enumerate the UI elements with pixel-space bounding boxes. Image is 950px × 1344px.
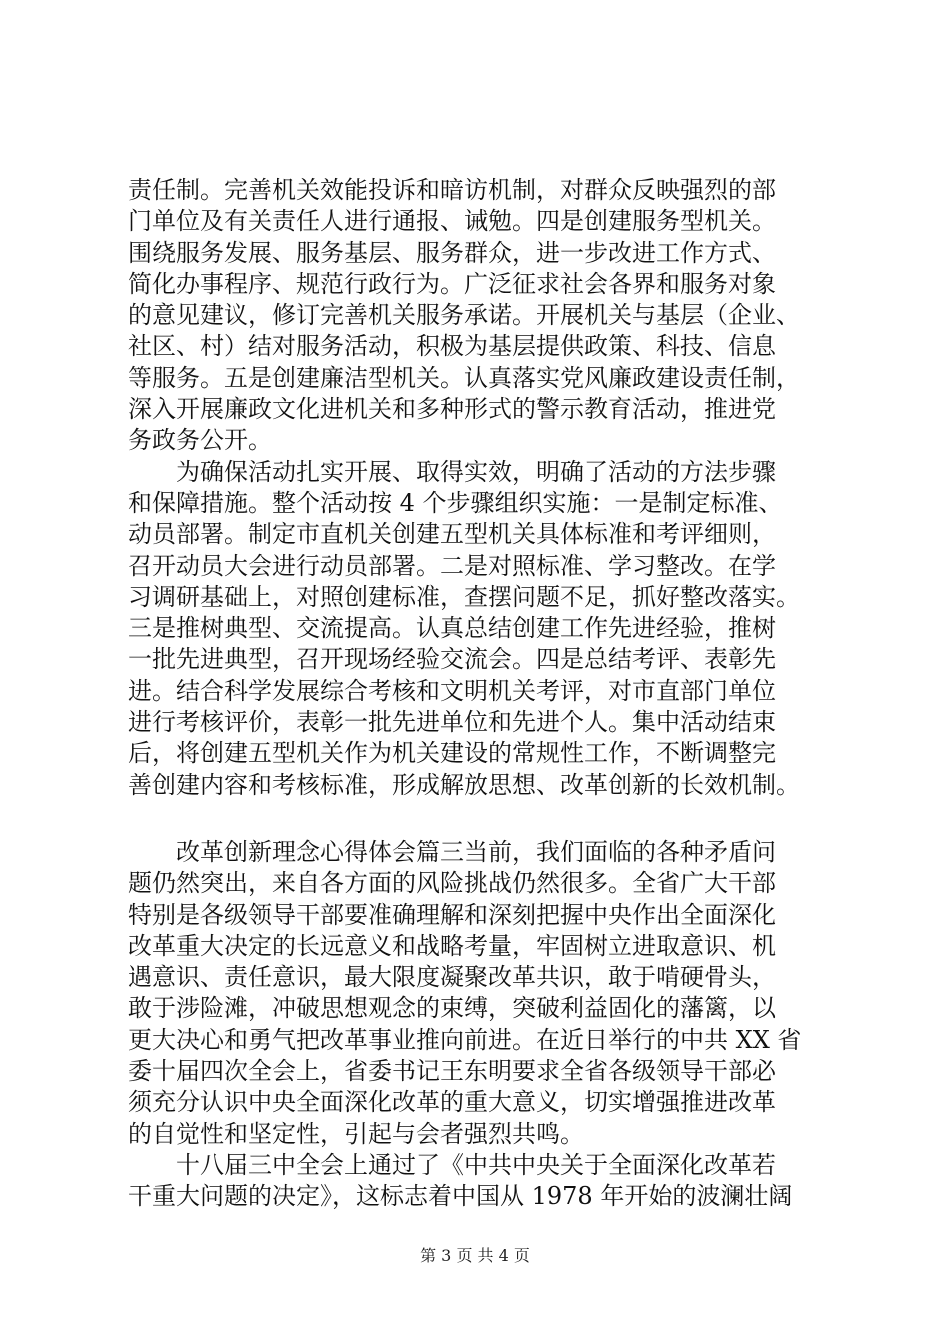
text-line: 遇意识、责任意识，最大限度凝聚改革共识，敢于啃硬骨头， <box>128 963 776 992</box>
text-line: 等服务。五是创建廉洁型机关。认真落实党风廉政建设责任制， <box>128 363 800 392</box>
text-line: 须充分认识中央全面深化改革的重大意义，切实增强推进改革 <box>128 1088 776 1117</box>
text-line: 三是推树典型、交流提高。认真总结创建工作先进经验，推树 <box>128 614 776 643</box>
page-number-footer: 第 3 页 共 4 页 <box>420 1246 530 1265</box>
text-line: 后，将创建五型机关作为机关建设的常规性工作，不断调整完 <box>128 739 776 768</box>
text-line: 善创建内容和考核标准，形成解放思想、改革创新的长效机制。 <box>128 770 800 799</box>
text-line: 改革重大决定的长远意义和战略考量，牢固树立进取意识、机 <box>128 931 776 960</box>
text-line: 召开动员大会进行动员部署。二是对照标准、学习整改。在学 <box>128 551 776 580</box>
text-line: 进行考核评价，表彰一批先进单位和先进个人。集中活动结束 <box>128 708 776 737</box>
text-line: 习调研基础上，对照创建标准，查摆问题不足，抓好整改落实。 <box>128 582 800 611</box>
text-line: 动员部署。制定市直机关创建五型机关具体标准和考评细则， <box>128 520 776 549</box>
text-line: 敢于涉险滩，冲破思想观念的束缚，突破利益固化的藩篱，以 <box>128 994 776 1023</box>
text-line: 干重大问题的决定》，这标志着中国从 1978 年开始的波澜壮阔 <box>128 1182 793 1211</box>
text-line: 题仍然突出，来自各方面的风险挑战仍然很多。全省广大干部 <box>128 869 776 898</box>
text-line: 一批先进典型，召开现场经验交流会。四是总结考评、表彰先 <box>128 645 776 674</box>
text-line: 和保障措施。整个活动按 4 个步骤组织实施：一是制定标准、 <box>128 488 783 517</box>
text-line: 改革创新理念心得体会篇三当前，我们面临的各种矛盾问 <box>128 837 776 866</box>
text-line: 委十届四次全会上，省委书记王东明要求全省各级领导干部必 <box>128 1057 776 1086</box>
text-line: 十八届三中全会上通过了《中共中央关于全面深化改革若 <box>128 1150 776 1179</box>
text-line: 进。结合科学发展综合考核和文明机关考评，对市直部门单位 <box>128 676 776 705</box>
text-line: 为确保活动扎实开展、取得实效，明确了活动的方法步骤 <box>128 457 776 486</box>
text-line: 简化办事程序、规范行政行为。广泛征求社会各界和服务对象 <box>128 269 776 298</box>
text-line: 深入开展廉政文化进机关和多种形式的警示教育活动，推进党 <box>128 395 776 424</box>
text-line: 责任制。完善机关效能投诉和暗访机制，对群众反映强烈的部 <box>128 176 776 204</box>
text-line: 社区、村）结对服务活动，积极为基层提供政策、科技、信息 <box>128 332 776 361</box>
text-line: 的意见建议，修订完善机关服务承诺。开展机关与基层（企业、 <box>128 301 800 330</box>
document-body <box>128 175 828 1213</box>
text-line: 务政务公开。 <box>128 426 272 455</box>
paragraph-gap <box>128 801 828 837</box>
text-line: 的自觉性和坚定性，引起与会者强烈共鸣。 <box>128 1119 584 1148</box>
text-line: 门单位及有关责任人进行通报、诫勉。四是创建服务型机关。 <box>128 207 776 236</box>
text-line: 围绕服务发展、服务基层、服务群众，进一步改进工作方式、 <box>128 238 776 267</box>
text-line: 更大决心和勇气把改革事业推向前进。在近日举行的中共 XX 省 <box>128 1025 802 1054</box>
text-line: 特别是各级领导干部要准确理解和深刻把握中央作出全面深化 <box>128 900 776 929</box>
